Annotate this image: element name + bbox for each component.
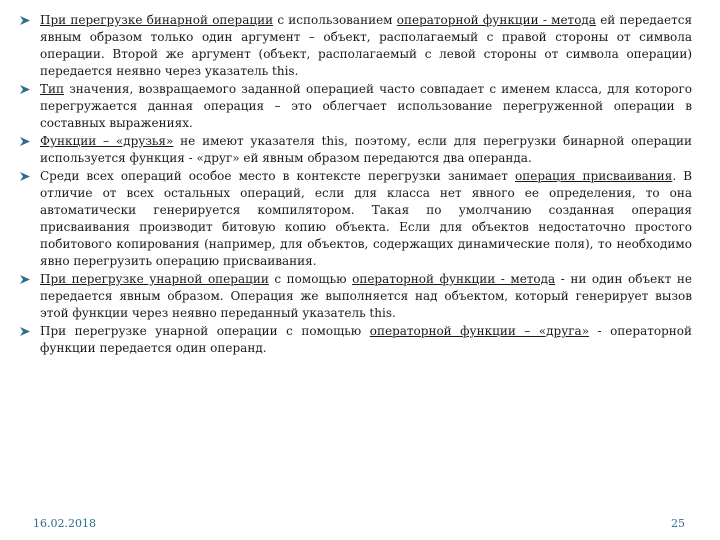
bullet-item: [18, 168, 692, 270]
bullet-link: операция присваивания: [515, 169, 673, 183]
bullet-text: значения, возвращаемого заданной операцией часто совпадает с именем класса, для которого перегружается данная операция – это облегчает использование перегруженной операции в составных выражениях.: [40, 82, 692, 130]
bullet-link: Тип: [40, 82, 64, 96]
arrow-bullet-icon: [19, 84, 31, 95]
arrow-bullet-icon: [19, 274, 31, 285]
bullet-text: - операторной функции передается один операнд.: [40, 324, 693, 355]
bullet-link: При перегрузке бинарной операции: [40, 13, 274, 27]
bullet-text: Среди всех операций особое место в контексте перегрузки занимает: [40, 169, 515, 183]
bullet-item: [18, 271, 692, 322]
bullet-link: операторной функции - метода: [396, 13, 596, 27]
bullet-text: не имеют указателя this, поэтому, если для перегрузки бинарной операции используется функция - «друг» ей явным образом передаются два операнда.: [40, 134, 693, 165]
page-number: 25: [671, 517, 685, 530]
bullet-link: При перегрузке унарной операции: [40, 272, 269, 286]
bullet-text: - ни один объект не передается явным образом. Операция же выполняется над объектом, который генерирует вызов этой функции через неявно переданный указатель this.: [40, 272, 692, 320]
arrow-bullet-icon: [19, 15, 31, 26]
bullet-link: операторной функции – «друга»: [369, 324, 590, 338]
bullet-item: [18, 81, 692, 132]
bullet-text: ей передается явным образом только один аргумент – объект, располагаемый с правой стороны от символа операции. Второй же аргумент (объект, располагаемый с левой стороны от символа операции) передается неявно через указатель this.: [40, 13, 693, 78]
arrow-bullet-icon: [19, 136, 31, 147]
arrow-bullet-icon: [19, 171, 31, 182]
footer-date: 16.02.2018: [33, 517, 96, 530]
bullet-item: [18, 12, 692, 80]
bullet-link: операторной функции - метода: [352, 272, 556, 286]
bullet-text: . В отличие от всех остальных операций, если для класса нет явного ее определения, то она автоматически генерируется компилятором. Такая по умолчанию созданная операция присваивания производит битовую копию объекта. Если для объектов недостаточно простого побитового копирования (например, для объектов, содержащих динамические поля), то необходимо явно перегрузить операцию присваивания.: [40, 169, 693, 268]
bullet-list: [18, 12, 692, 358]
arrow-bullet-icon: [19, 326, 31, 337]
bullet-text: При перегрузке унарной операции с помощью: [40, 324, 370, 338]
bullet-item: [18, 323, 692, 357]
bullet-item: [18, 133, 692, 167]
bullet-link: Функции – «друзья»: [40, 134, 174, 148]
bullet-text: с помощью: [268, 272, 353, 286]
bullet-text: с использованием: [273, 13, 397, 27]
